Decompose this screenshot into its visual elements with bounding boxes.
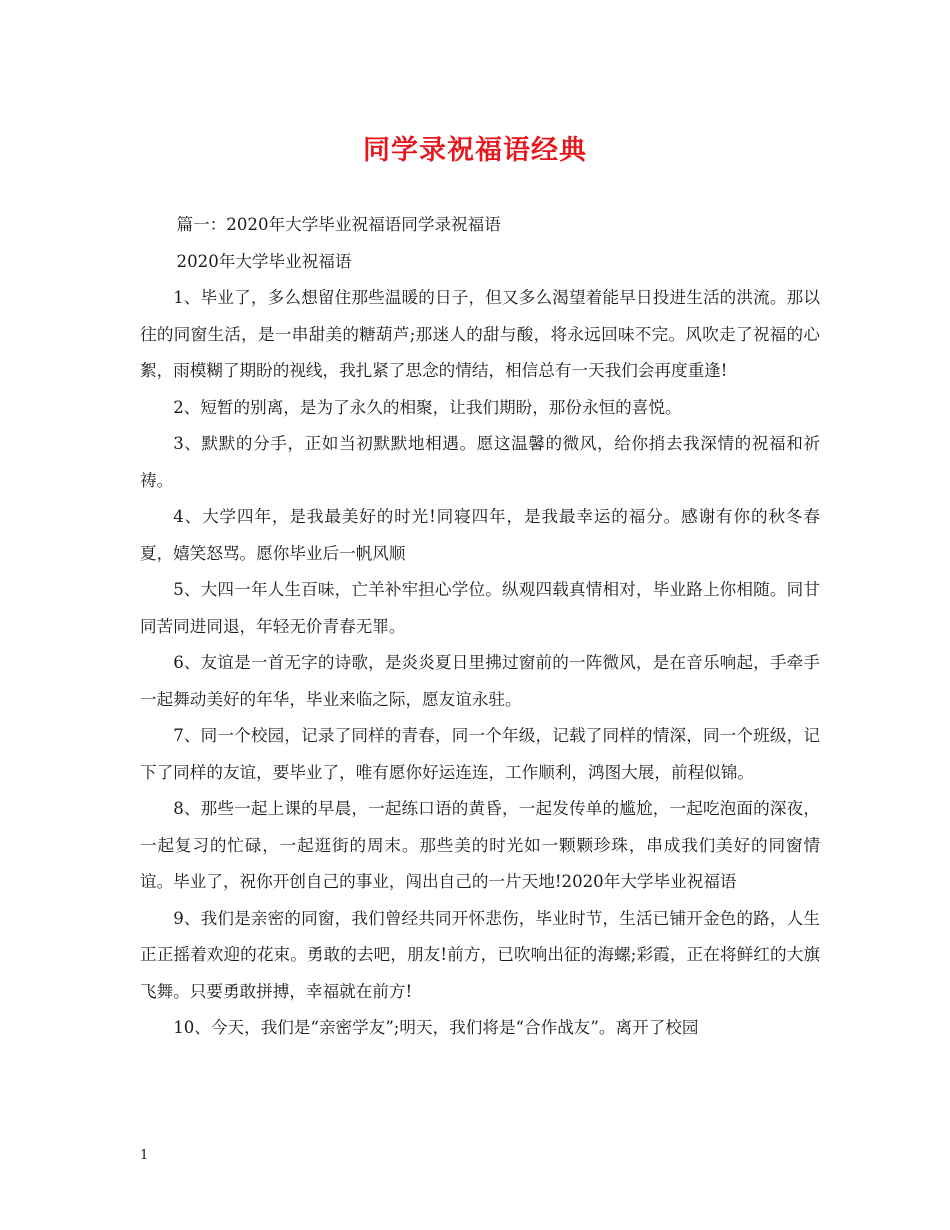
page-number: 1 xyxy=(140,1148,149,1163)
paragraph-5: 5、大四一年人生百味，亡羊补牢担心学位。纵观四载真情相对，毕业路上你相随。同甘同苦同进同退，年轻无价青春无罪。 xyxy=(140,580,820,636)
paragraph-3: 3、默默的分手，正如当初默默地相遇。愿这温馨的微风，给你捎去我深情的祝福和祈祷。 xyxy=(140,434,820,490)
paragraph-1: 1、毕业了，多么想留住那些温暖的日子，但又多么渴望着能早日投进生活的洪流。那以往的同窗生活，是一串甜美的糖葫芦;那迷人的甜与酸，将永远回味不完。风吹走了祝福的心絮，雨模糊了期盼的视线，我扎紧了思念的情结，相信总有一天我们会再度重逢! xyxy=(140,288,820,380)
paragraph-9: 9、我们是亲密的同窗，我们曾经共同开怀悲伤，毕业时节，生活已铺开金色的路，人生正正摇着欢迎的花束。勇敢的去吧，朋友!前方，已吹响出征的海螺;彩霞，正在将鲜红的大旗飞舞。只要勇敢拼搏，幸福就在前方! xyxy=(140,908,820,1001)
paragraph-7: 7、同一个校园，记录了同样的青春，同一个年级，记载了同样的情深，同一个班级，记下了同样的友谊，要毕业了，唯有愿你好运连连，工作顺利，鸿图大展，前程似锦。 xyxy=(140,726,820,782)
paragraph-2: 2、短暂的别离，是为了永久的相聚，让我们期盼，那份永恒的喜悦。 xyxy=(173,397,682,417)
section-heading: 篇一：2020年大学毕业祝福语同学录祝福语 xyxy=(176,215,501,234)
paragraph-8: 8、那些一起上课的早晨，一起练口语的黄昏，一起发传单的尴尬，一起吃泡面的深夜，一起复习的忙碌，一起逛街的周末。那些美的时光如一颗颗珍珠，串成我们美好的同窗情谊。毕业了，祝你开创自己的事业，闯出自己的一片天地!2020年大学毕业祝福语 xyxy=(140,799,820,891)
paragraph-10: 10、今天，我们是“亲密学友”;明天，我们将是“合作战友”。离开了校园 xyxy=(173,1018,699,1037)
document-title: 同学录祝福语经典 xyxy=(363,135,587,166)
subheading: 2020年大学毕业祝福语 xyxy=(176,251,352,271)
document-body xyxy=(140,207,820,1047)
paragraph-4: 4、大学四年，是我最美好的时光!同寝四年，是我最幸运的福分。感谢有你的秋冬春夏，嬉笑怒骂。愿你毕业后一帆风顺 xyxy=(140,507,820,563)
paragraph-6: 6、友谊是一首无字的诗歌，是炎炎夏日里拂过窗前的一阵微风，是在音乐响起，手牵手一起舞动美好的年华，毕业来临之际，愿友谊永驻。 xyxy=(140,653,820,709)
